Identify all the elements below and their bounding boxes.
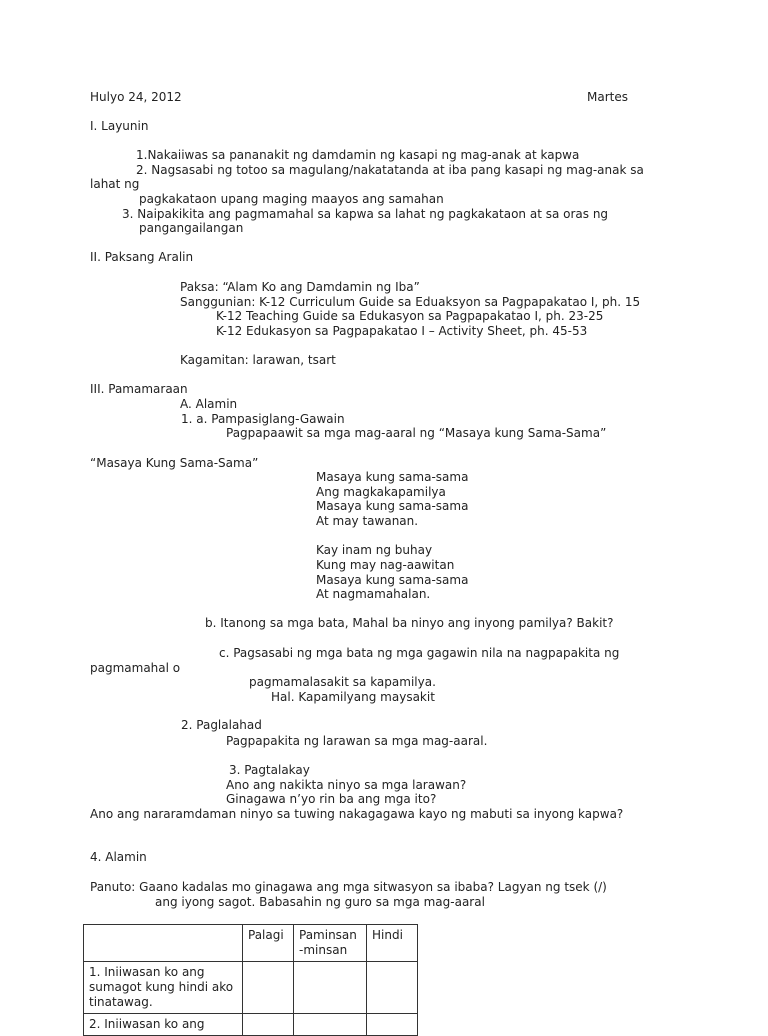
panuto: Panuto: Gaano kadalas mo ginagawa ang mga sitwasyon sa ibaba? Lagyan ng tsek (/) [90,880,607,894]
layunin-item-2: 2. Nagsasabi ng totoo sa magulang/nakatatanda at iba pang kasapi ng mag-anak sa [136,163,644,177]
alamin-subheading: A. Alamin [180,397,238,411]
table-cell-check[interactable] [243,962,294,1014]
song-line: Masaya kung sama-sama [316,470,469,484]
table-header-cell [84,925,243,962]
sanggunian-ref-3: K-12 Edukasyon sa Pagpapakatao I – Activity Sheet, ph. 45-53 [216,324,588,338]
table-header-cell: Palagi [243,925,294,962]
song-line: At may tawanan. [316,514,419,528]
paksa: Paksa: “Alam Ko ang Damdamin ng Iba” [180,280,420,294]
step-1a-detail: Pagpapaawit sa mga mag-aaral ng “Masaya kung Sama-Sama” [226,426,607,440]
table-cell-situation: 1. Iniiwasan ko ang sumagot kung hindi ako tinatawag. [84,962,243,1014]
table-header-cell: Hindi [367,925,418,962]
step-3-question: Ano ang nararamdaman ninyo sa tuwing nakagagawa kayo ng mabuti sa inyong kapwa? [90,807,624,821]
layunin-item-3: 3. Naipakikita ang pagmamahal sa kapwa sa lahat ng pagkakataon at sa oras ng [122,207,609,221]
layunin-item-2-cont: pagkakataon upang maging maayos ang samahan [139,192,444,206]
table-row [84,1014,418,1036]
lesson-date: Hulyo 24, 2012 [90,90,182,104]
step-1b: b. Itanong sa mga bata, Mahal ba ninyo ang inyong pamilya? Bakit? [205,616,614,630]
paksang-aralin-heading: II. Paksang Aralin [90,250,194,264]
checklist-table [83,924,418,1036]
table-row [84,962,418,1014]
sanggunian: Sanggunian: K-12 Curriculum Guide sa Eduaksyon sa Pagpapakatao I, ph. 15 [180,295,641,309]
step-1c: c. Pagsasabi ng mga bata ng mga gagawin nila na nagpapakita ng [219,646,620,660]
song-line: At nagmamahalan. [316,587,431,601]
step-2: 2. Paglalahad [181,718,262,732]
step-3: 3. Pagtalakay [229,763,310,777]
step-1a: 1. a. Pampasiglang-Gawain [181,412,345,426]
pamamaraan-heading: III. Pamamaraan [90,382,188,396]
table-cell-situation: 2. Iniiwasan ko ang [84,1014,243,1036]
table-header-cell: Paminsan-minsan [294,925,367,962]
table-cell-check[interactable] [294,962,367,1014]
step-1c-wrap: pagmamahal o [90,661,181,675]
song-line: Masaya kung sama-sama [316,499,469,513]
kagamitan: Kagamitan: larawan, tsart [180,353,336,367]
layunin-item-3-cont: pangangailangan [139,221,244,235]
song-line: Masaya kung sama-sama [316,573,469,587]
table-cell-check[interactable] [243,1014,294,1036]
step-4: 4. Alamin [90,850,147,864]
lesson-day: Martes [587,90,628,104]
step-1c-cont: pagmamalasakit sa kapamilya. [249,675,436,689]
layunin-heading: I. Layunin [90,119,149,133]
song-line: Kay inam ng buhay [316,543,433,557]
table-cell-check[interactable] [367,962,418,1014]
song-title: “Masaya Kung Sama-Sama” [90,456,259,470]
panuto-cont: ang iyong sagot. Babasahin ng guro sa mga mag-aaral [155,895,485,909]
step-3-question: Ginagawa n’yo rin ba ang mga ito? [226,792,437,806]
step-2-detail: Pagpapakita ng larawan sa mga mag-aaral. [226,734,488,748]
table-header-row [84,925,418,962]
step-1c-example: Hal. Kapamilyang maysakit [271,690,435,704]
table-cell-check[interactable] [294,1014,367,1036]
table-cell-check[interactable] [367,1014,418,1036]
layunin-item-2-wrap: lahat ng [90,177,140,191]
song-line: Ang magkakapamilya [316,485,446,499]
layunin-item-1: 1.Nakaiiwas sa pananakit ng damdamin ng kasapi ng mag-anak at kapwa [136,148,580,162]
song-line: Kung may nag-aawitan [316,558,455,572]
sanggunian-ref-2: K-12 Teaching Guide sa Edukasyon sa Pagpapakatao I, ph. 23-25 [216,309,604,323]
step-3-question: Ano ang nakikta ninyo sa mga larawan? [226,778,467,792]
